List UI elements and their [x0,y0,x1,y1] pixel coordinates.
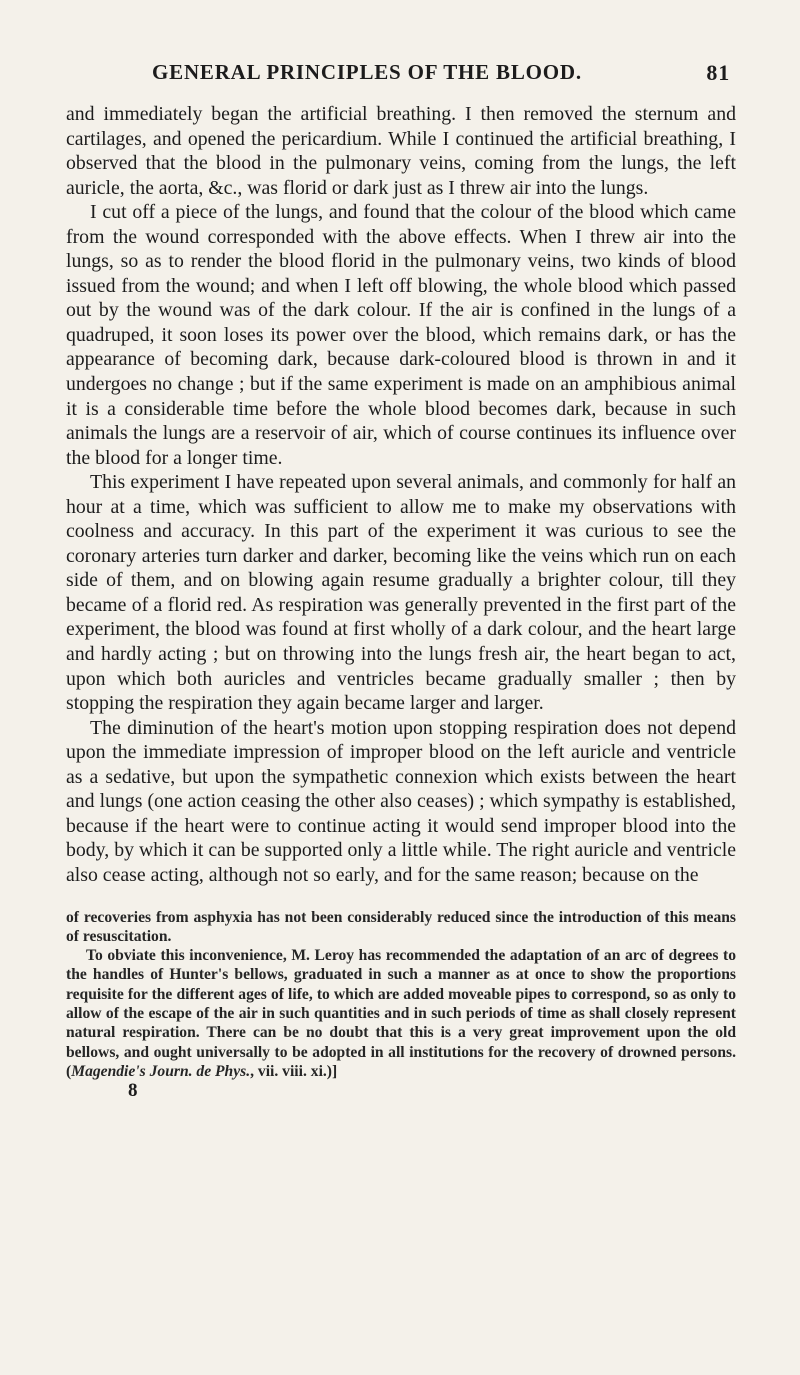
page-number: 81 [706,60,730,85]
running-title: GENERAL PRINCIPLES OF THE BLOOD. [152,60,582,84]
footnote-continuation: of recoveries from asphyxia has not been considerably reduced since the introduction of this means of resuscitation. [66,908,736,945]
footnotes [66,908,736,1082]
paragraph: I cut off a piece of the lungs, and found that the colour of the blood which came from the wound corresponded with the above effects. When I threw air into the lungs, so as to render the blood florid in the pulmonary veins, two kinds of blood issued from the wound; and when I left off blowing, the whole blood which passed out by the wound was of the dark colour. If the air is confined in the lungs of a quadruped, it soon loses its power over the blood, which remains dark, or has the appearance of becoming dark, because dark-coloured blood is thrown in and it undergoes no change ; but if the same experiment is made on an amphibious animal it is a considerable time before the whole blood becomes dark, because in such animals the lungs are a reservoir of air, which of course continues its influence over the blood for a longer time. [66,201,736,469]
running-head [66,60,736,92]
footnote-paragraph [66,946,736,1081]
footnote-citation-tail: , vii. viii. xi.)] [250,1062,338,1080]
footnote-citation: Magendie's Journ. de Phys. [71,1062,251,1080]
main-text [66,102,736,888]
signature-mark: 8 [128,1080,138,1102]
book-page [66,60,736,1101]
paragraph: and immediately began the artificial breathing. I then removed the sternum and cartilages, and opened the pericardium. While I continued the artificial breathing, I observed that the blood in the pulmonary veins, coming from the lungs, the left auricle, the aorta, &c., was florid or dark just as I threw air into the lungs. [66,103,736,199]
paragraph: This experiment I have repeated upon several animals, and commonly for half an hour at a time, which was sufficient to allow me to make my observations with coolness and accuracy. In this part of the experiment it was curious to see the coronary arteries turn darker and darker, becoming like the veins which run on each side of them, and on blowing again resume gradually a brighter colour, till they became of a florid red. As respiration was generally prevented in the first part of the experiment, the blood was found at first wholly of a dark colour, and the heart large and hardly acting ; but on throwing into the lungs fresh air, the heart began to act, upon which both auricles and ventricles became gradually smaller ; then by stopping the respiration they again became larger and larger. [66,471,736,715]
paragraph: The diminution of the heart's motion upon stopping respiration does not depend upon the immediate impression of improper blood on the left auricle and ventricle as a sedative, but upon the sympathetic connexion which exists between the heart and lungs (one action ceasing the other also ceases) ; which sympathy is established, because if the heart were to continue acting it would send improper blood into the body, by which it can be supported only a little while. The right auricle and ventricle also cease acting, although not so early, and for the same reason; because on the [66,716,736,886]
footnote-text: To obviate this inconvenience, M. Leroy has recommended the adaptation of an arc of degrees to the handles of Hunter's bellows, graduated in such a manner as at once to show the proportions requisite for the different ages of life, to which are added moveable pipes to correspond, so as only to allow of the escape of the air in such quantities and in such periods of time as shall closely represent natural respiration. There can be no doubt that this is a very great improvement upon the old bellows, and ought universally to be adopted in all institutions for the recovery of drowned persons. ( [66,947,736,1080]
